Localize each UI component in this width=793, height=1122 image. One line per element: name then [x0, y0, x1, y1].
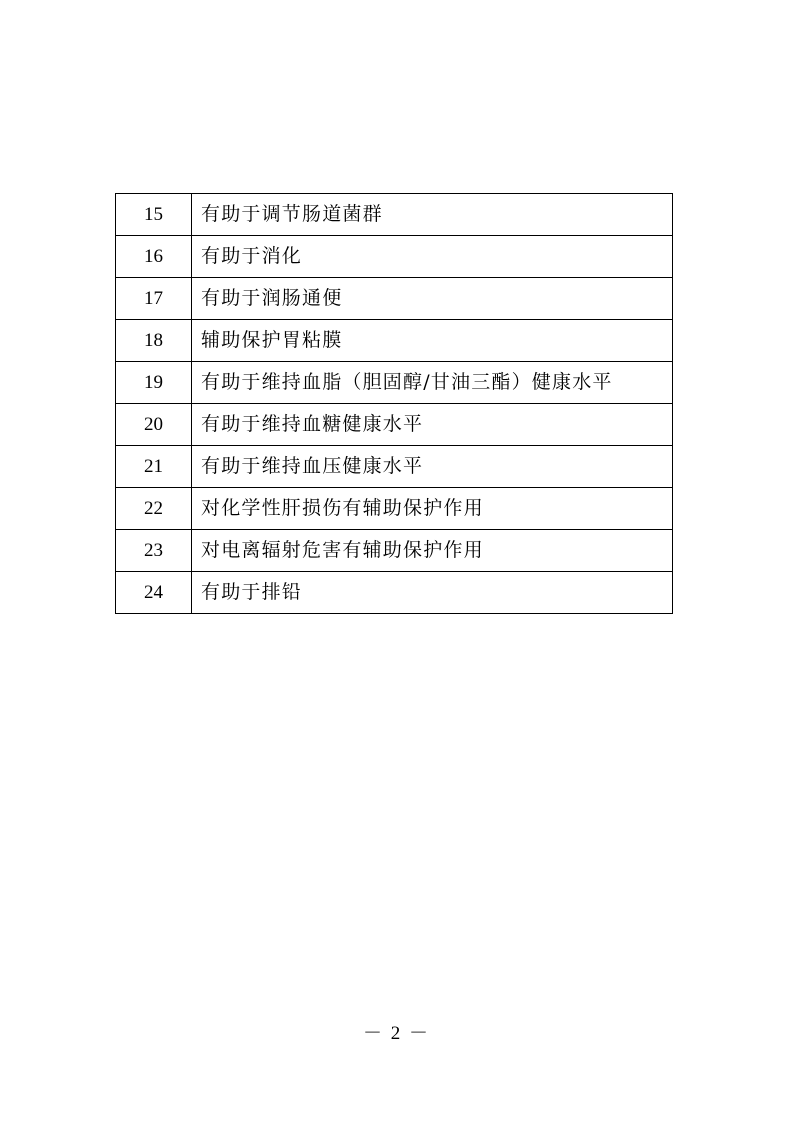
table-row — [116, 194, 673, 236]
row-function-text: 辅助保护胃粘膜 — [192, 320, 673, 362]
table-row — [116, 320, 673, 362]
row-function-text: 有助于维持血糖健康水平 — [192, 404, 673, 446]
row-number: 24 — [116, 572, 192, 614]
table-row — [116, 488, 673, 530]
page-number: － 2 － — [362, 1023, 430, 1044]
row-function-text: 对化学性肝损伤有辅助保护作用 — [192, 488, 673, 530]
table-row — [116, 404, 673, 446]
row-number: 16 — [116, 236, 192, 278]
table-row — [116, 236, 673, 278]
row-function-text: 有助于润肠通便 — [192, 278, 673, 320]
table-row — [116, 530, 673, 572]
row-function-text: 有助于维持血压健康水平 — [192, 446, 673, 488]
function-table — [115, 193, 673, 614]
row-function-text: 对电离辐射危害有辅助保护作用 — [192, 530, 673, 572]
row-number: 21 — [116, 446, 192, 488]
row-number: 23 — [116, 530, 192, 572]
row-number: 15 — [116, 194, 192, 236]
table-row — [116, 278, 673, 320]
row-number: 19 — [116, 362, 192, 404]
row-function-text: 有助于排铅 — [192, 572, 673, 614]
row-number: 18 — [116, 320, 192, 362]
row-function-text: 有助于调节肠道菌群 — [192, 194, 673, 236]
row-number: 20 — [116, 404, 192, 446]
table-row — [116, 362, 673, 404]
table-row — [116, 446, 673, 488]
row-number: 22 — [116, 488, 192, 530]
row-number: 17 — [116, 278, 192, 320]
row-function-text: 有助于维持血脂（胆固醇/甘油三酯）健康水平 — [192, 362, 673, 404]
table-row — [116, 572, 673, 614]
row-function-text: 有助于消化 — [192, 236, 673, 278]
function-table-body — [116, 194, 673, 614]
